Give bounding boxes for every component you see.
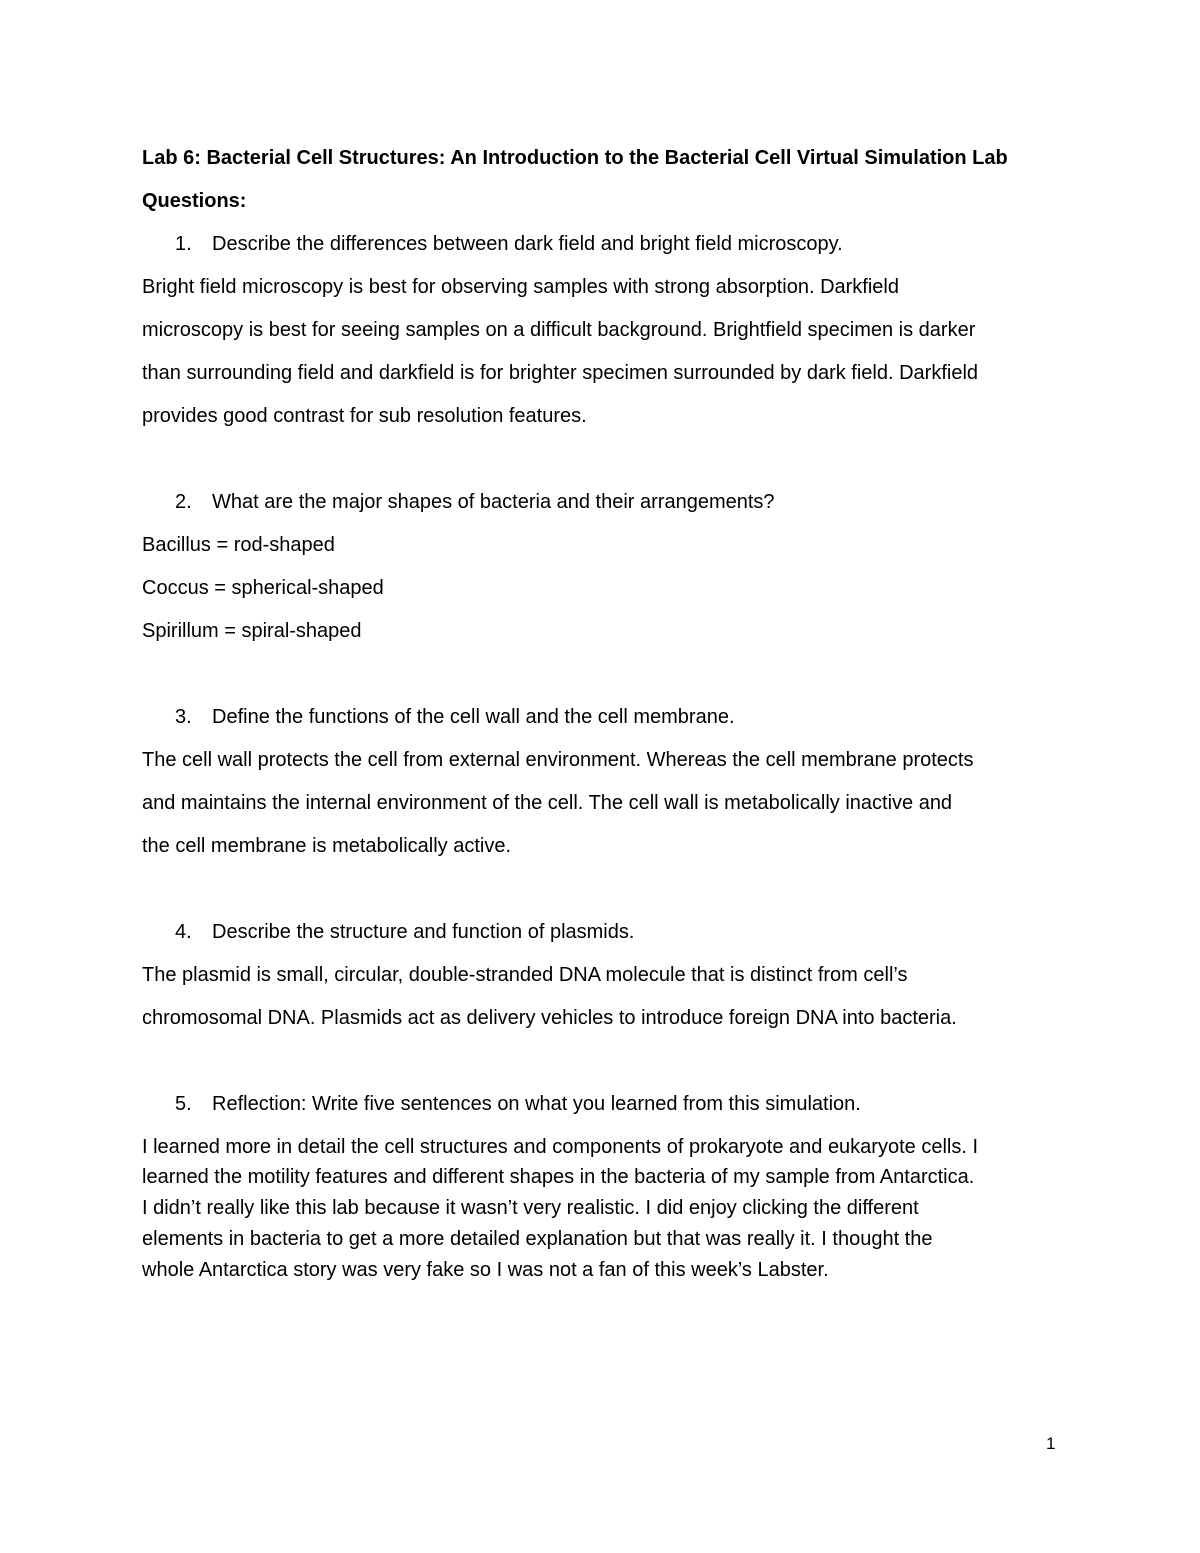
answer-line: I learned more in detail the cell structures and components of prokaryote and eukaryote cells. I xyxy=(142,1136,979,1158)
answer-line: The cell wall protects the cell from external environment. Whereas the cell membrane protects xyxy=(142,749,974,771)
answer-line: whole Antarctica story was very fake so I was not a fan of this week’s Labster. xyxy=(142,1259,829,1281)
answer-line: and maintains the internal environment of the cell. The cell wall is metabolically inactive and xyxy=(142,792,953,814)
answer-line: Bright field microscopy is best for observing samples with strong absorption. Darkfield xyxy=(142,276,899,298)
document-title: Lab 6: Bacterial Cell Structures: An Introduction to the Bacterial Cell Virtual Simulation Lab xyxy=(142,147,1008,169)
questions-heading: Questions: xyxy=(142,190,247,212)
question-number: 3. xyxy=(175,706,192,728)
question-text: Reflection: Write five sentences on what you learned from this simulation. xyxy=(212,1093,861,1115)
answer-line: the cell membrane is metabolically active. xyxy=(142,835,512,857)
answer-line: The plasmid is small, circular, double-stranded DNA molecule that is distinct from cell’s xyxy=(142,964,908,986)
question-text: What are the major shapes of bacteria and their arrangements? xyxy=(212,491,775,513)
question-number: 4. xyxy=(175,921,192,943)
page-number: 1 xyxy=(1046,1434,1056,1453)
answer-line: Spirillum = spiral-shaped xyxy=(142,620,362,642)
question-text: Describe the structure and function of plasmids. xyxy=(212,921,635,943)
answer-line: Coccus = spherical-shaped xyxy=(142,577,384,599)
answer-line: microscopy is best for seeing samples on a difficult background. Brightfield specimen is darker xyxy=(142,319,976,341)
question-number: 1. xyxy=(175,233,192,255)
question-text: Describe the differences between dark field and bright field microscopy. xyxy=(212,233,843,255)
answer-line: learned the motility features and different shapes in the bacteria of my sample from Antarctica. xyxy=(142,1166,975,1188)
answer-line: provides good contrast for sub resolution features. xyxy=(142,405,587,427)
question-text: Define the functions of the cell wall and the cell membrane. xyxy=(212,706,735,728)
answer-line: than surrounding field and darkfield is for brighter specimen surrounded by dark field. Darkfield xyxy=(142,362,979,384)
answer-line: Bacillus = rod-shaped xyxy=(142,534,335,556)
question-number: 2. xyxy=(175,491,192,513)
question-number: 5. xyxy=(175,1093,192,1115)
answer-line: chromosomal DNA. Plasmids act as delivery vehicles to introduce foreign DNA into bacteria. xyxy=(142,1007,957,1029)
answer-line: elements in bacteria to get a more detailed explanation but that was really it. I thought the xyxy=(142,1228,933,1250)
answer-line: I didn’t really like this lab because it wasn’t very realistic. I did enjoy clicking the different xyxy=(142,1197,919,1219)
